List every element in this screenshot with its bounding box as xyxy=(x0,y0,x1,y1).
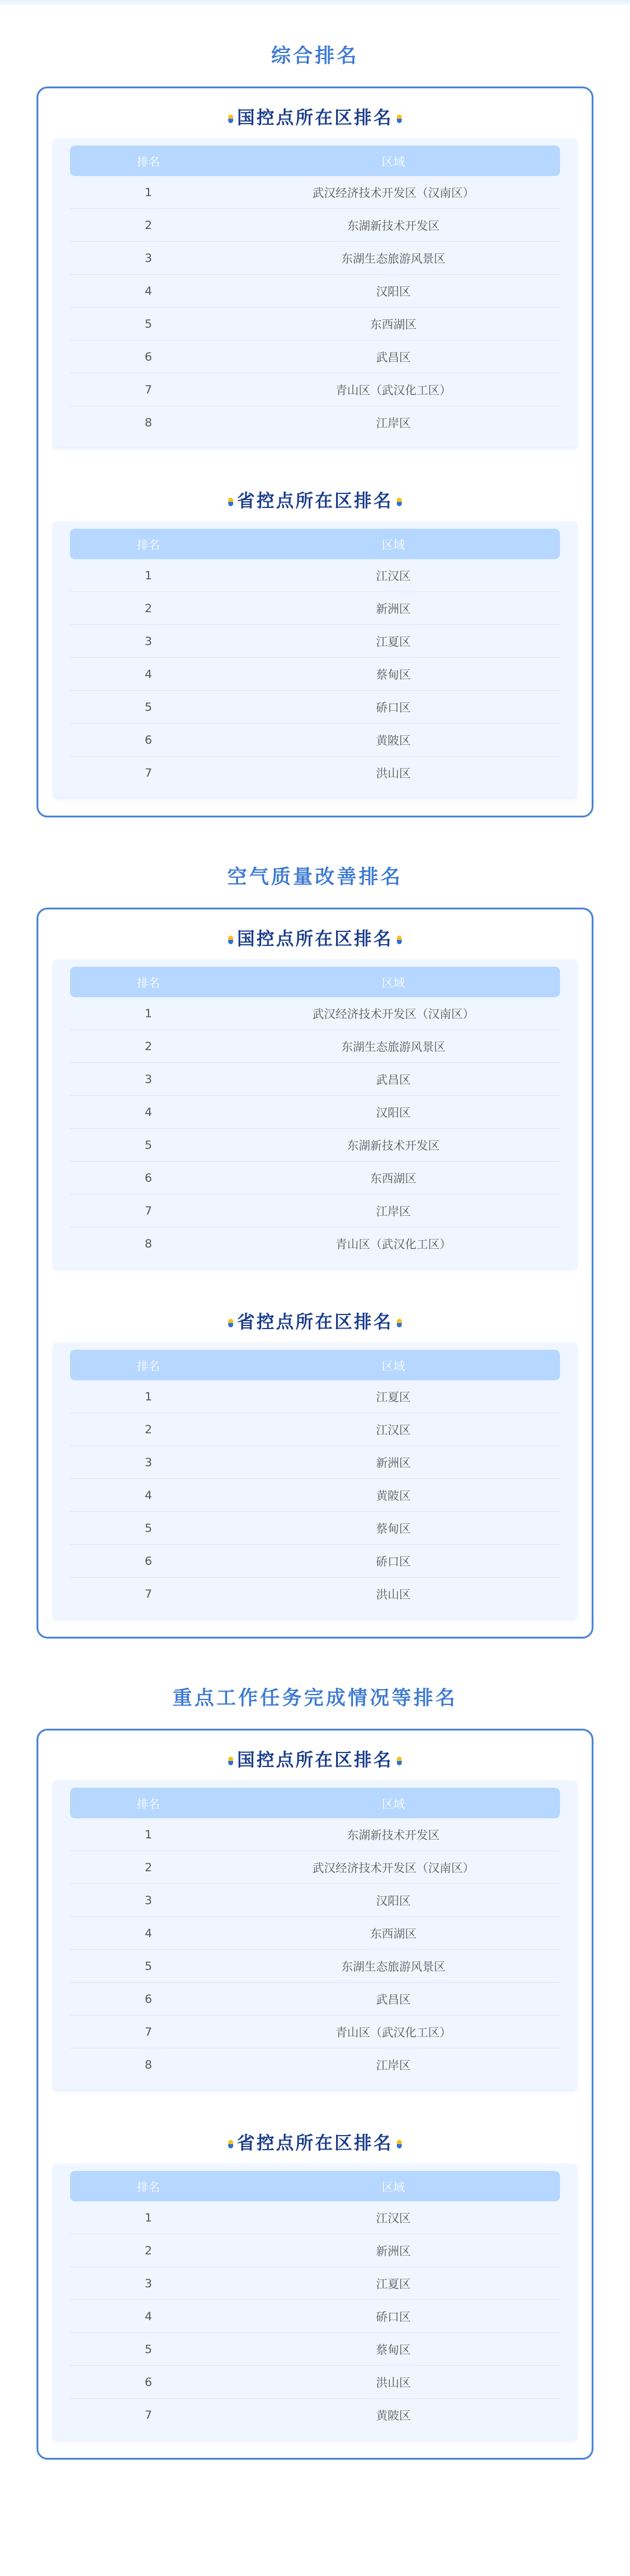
bullet-icon xyxy=(228,498,233,506)
ranking-table-panel xyxy=(53,1343,577,1618)
rank-cell: 8 xyxy=(144,415,152,429)
region-cell: 青山区（武汉化工区） xyxy=(227,373,560,406)
header-region: 区域 xyxy=(227,146,560,176)
block-title-text: 省控点所在区排名 xyxy=(237,490,393,511)
region-cell: 黄陂区 xyxy=(227,1479,560,1512)
rank-cell: 7 xyxy=(144,766,152,780)
rank-cell: 1 xyxy=(70,997,227,1030)
region-cell: 洪山区 xyxy=(376,1588,411,1601)
rank-cell: 6 xyxy=(70,1545,227,1578)
region-cell: 江夏区 xyxy=(227,2267,560,2300)
table-row xyxy=(70,1096,560,1129)
table-row xyxy=(70,2234,560,2267)
table-row xyxy=(70,1194,560,1227)
rank-cell: 3 xyxy=(70,242,227,275)
table-row xyxy=(70,176,560,209)
region-cell: 东湖新技术开发区 xyxy=(227,1818,560,1851)
table-header xyxy=(70,2171,560,2201)
region-cell: 东西湖区 xyxy=(227,1917,560,1950)
ranking-section xyxy=(0,5,630,817)
ranking-block xyxy=(38,484,592,797)
rank-cell: 2 xyxy=(70,1413,227,1446)
region-cell: 武汉经济技术开发区（汉南区） xyxy=(227,997,560,1030)
region-cell: 江汉区 xyxy=(227,559,560,592)
block-title xyxy=(38,1743,592,1774)
region-cell: 硚口区 xyxy=(227,691,560,724)
header-row xyxy=(70,529,560,559)
region-cell: 东湖新技术开发区 xyxy=(227,209,560,242)
rank-cell: 5 xyxy=(70,691,227,724)
table-row xyxy=(70,658,560,691)
header-region: 区域 xyxy=(227,1788,560,1818)
header-row xyxy=(70,967,560,997)
table-row xyxy=(70,1545,560,1578)
rank-cell: 8 xyxy=(144,2058,152,2072)
region-cell: 青山区（武汉化工区） xyxy=(335,1238,452,1251)
region-cell: 江岸区 xyxy=(376,2059,411,2072)
header-rank: 排名 xyxy=(70,146,227,176)
rank-cell: 6 xyxy=(70,1983,227,2016)
region-cell: 武汉经济技术开发区（汉南区） xyxy=(227,1851,560,1884)
header-rank: 排名 xyxy=(70,2171,227,2201)
rank-cell: 6 xyxy=(70,341,227,373)
ranking-table-panel xyxy=(53,521,577,797)
table-row xyxy=(70,757,560,789)
table-row xyxy=(70,242,560,275)
region-cell: 江汉区 xyxy=(227,2201,560,2234)
bullet-icon xyxy=(397,498,402,506)
ranking-table xyxy=(70,529,560,789)
ranking-card xyxy=(37,1729,593,2460)
table-row xyxy=(70,373,560,406)
rank-cell: 5 xyxy=(70,1512,227,1545)
ranking-block xyxy=(38,1305,592,1618)
block-title xyxy=(38,1305,592,1336)
header-row xyxy=(70,1350,560,1380)
table-body xyxy=(70,2201,560,2431)
ranking-block xyxy=(38,2126,592,2440)
rank-cell: 7 xyxy=(70,1194,227,1227)
table-row xyxy=(70,275,560,308)
ranking-block xyxy=(38,101,592,447)
rank-cell: 4 xyxy=(70,1479,227,1512)
rank-cell: 3 xyxy=(70,1446,227,1479)
bullet-icon xyxy=(228,1757,233,1765)
rank-cell: 1 xyxy=(70,176,227,209)
ranking-table-panel xyxy=(53,2164,577,2440)
table-row xyxy=(70,1818,560,1851)
region-cell: 青山区（武汉化工区） xyxy=(227,2016,560,2048)
region-cell: 江夏区 xyxy=(227,1380,560,1413)
bullet-icon xyxy=(397,115,402,123)
table-header xyxy=(70,967,560,997)
table-row xyxy=(70,1512,560,1545)
region-cell: 武汉经济技术开发区（汉南区） xyxy=(227,176,560,209)
ranking-table xyxy=(70,146,560,439)
ranking-table xyxy=(70,2171,560,2431)
table-row xyxy=(70,2399,560,2432)
table-body xyxy=(70,176,560,439)
header-region: 区域 xyxy=(227,1350,560,1380)
rank-cell: 4 xyxy=(70,275,227,308)
rank-cell: 2 xyxy=(70,1851,227,1884)
rank-cell: 1 xyxy=(70,1818,227,1851)
region-cell: 蔡甸区 xyxy=(227,1512,560,1545)
block-title xyxy=(38,2126,592,2158)
rank-cell: 8 xyxy=(144,1237,152,1251)
region-cell: 东西湖区 xyxy=(227,1162,560,1194)
table-row xyxy=(70,625,560,658)
rank-cell: 3 xyxy=(70,625,227,658)
ranking-table-panel xyxy=(53,959,577,1268)
block-title-text: 国控点所在区排名 xyxy=(237,107,393,128)
header-region: 区域 xyxy=(227,967,560,997)
rank-cell: 7 xyxy=(70,2016,227,2048)
block-title xyxy=(38,484,592,515)
ranking-table-panel xyxy=(53,1780,577,2089)
rank-cell: 2 xyxy=(70,592,227,625)
bullet-icon xyxy=(228,936,233,944)
table-row xyxy=(70,691,560,724)
region-cell: 东西湖区 xyxy=(227,308,560,341)
region-cell: 江岸区 xyxy=(227,1194,560,1227)
header-rank: 排名 xyxy=(70,1788,227,1818)
ranking-table xyxy=(70,967,560,1260)
region-cell: 硚口区 xyxy=(227,2300,560,2333)
region-cell: 黄陂区 xyxy=(227,724,560,757)
header-row xyxy=(70,146,560,176)
table-row xyxy=(70,209,560,242)
region-cell: 东湖生态旅游风景区 xyxy=(227,1950,560,1983)
rank-cell: 6 xyxy=(70,2366,227,2399)
table-row xyxy=(70,592,560,625)
region-cell: 武昌区 xyxy=(227,1983,560,2016)
table-header xyxy=(70,1788,560,1818)
bullet-icon xyxy=(228,115,233,123)
block-title-text: 省控点所在区排名 xyxy=(237,2132,393,2153)
table-body xyxy=(70,1380,560,1610)
rank-cell: 5 xyxy=(70,1129,227,1162)
region-cell: 汉阳区 xyxy=(227,275,560,308)
region-cell: 黄陂区 xyxy=(376,2409,411,2422)
region-cell: 东湖新技术开发区 xyxy=(227,1129,560,1162)
table-header xyxy=(70,529,560,559)
rank-cell: 7 xyxy=(70,373,227,406)
region-cell: 东湖生态旅游风景区 xyxy=(227,1030,560,1063)
bullet-icon xyxy=(397,1319,402,1327)
table-row xyxy=(70,1162,560,1194)
rank-cell: 1 xyxy=(70,2201,227,2234)
region-cell: 武昌区 xyxy=(227,1063,560,1096)
table-header xyxy=(70,1350,560,1380)
header-rank: 排名 xyxy=(70,1350,227,1380)
table-body xyxy=(70,1818,560,2081)
header-region: 区域 xyxy=(227,529,560,559)
table-body xyxy=(70,997,560,1260)
region-cell: 新洲区 xyxy=(227,1446,560,1479)
header-row xyxy=(70,2171,560,2201)
bullet-icon xyxy=(228,2140,233,2148)
table-body xyxy=(70,559,560,789)
rank-cell: 5 xyxy=(70,308,227,341)
table-row xyxy=(70,2048,560,2081)
table-row xyxy=(70,1851,560,1884)
top-divider xyxy=(0,0,630,5)
ranking-table-panel xyxy=(53,138,577,447)
table-row xyxy=(70,1578,560,1611)
rank-cell: 7 xyxy=(144,2408,152,2422)
section-title: 空气质量改善排名 xyxy=(227,865,403,888)
rank-cell: 4 xyxy=(70,2300,227,2333)
table-row xyxy=(70,1129,560,1162)
region-cell: 江夏区 xyxy=(227,625,560,658)
block-title-text: 国控点所在区排名 xyxy=(237,1749,393,1770)
bullet-icon xyxy=(397,2140,402,2148)
ranking-section xyxy=(0,817,630,1639)
rank-cell: 3 xyxy=(70,2267,227,2300)
table-row xyxy=(70,559,560,592)
rank-cell: 6 xyxy=(70,1162,227,1194)
section-title: 重点工作任务完成情况等排名 xyxy=(172,1686,458,1709)
rank-cell: 3 xyxy=(70,1063,227,1096)
ranking-block xyxy=(38,1743,592,2089)
table-row xyxy=(70,724,560,757)
table-row xyxy=(70,1479,560,1512)
region-cell: 江汉区 xyxy=(227,1413,560,1446)
table-row xyxy=(70,1063,560,1096)
block-title-text: 省控点所在区排名 xyxy=(237,1311,393,1332)
table-row xyxy=(70,308,560,341)
bullet-icon xyxy=(228,1319,233,1327)
rank-cell: 2 xyxy=(70,2234,227,2267)
table-row xyxy=(70,1917,560,1950)
rank-cell: 2 xyxy=(70,209,227,242)
table-row xyxy=(70,997,560,1030)
rank-cell: 7 xyxy=(144,1587,152,1601)
table-row xyxy=(70,2366,560,2399)
block-title xyxy=(38,101,592,132)
ranking-table xyxy=(70,1350,560,1610)
table-row xyxy=(70,1950,560,1983)
rank-cell: 5 xyxy=(70,1950,227,1983)
ranking-table xyxy=(70,1788,560,2081)
region-cell: 蔡甸区 xyxy=(227,658,560,691)
table-row xyxy=(70,1884,560,1917)
region-cell: 汉阳区 xyxy=(227,1884,560,1917)
region-cell: 蔡甸区 xyxy=(227,2333,560,2366)
rank-cell: 4 xyxy=(70,658,227,691)
table-header xyxy=(70,146,560,176)
section-title: 综合排名 xyxy=(271,44,359,67)
rank-cell: 1 xyxy=(70,559,227,592)
header-rank: 排名 xyxy=(70,967,227,997)
table-row xyxy=(70,1983,560,2016)
table-row xyxy=(70,1446,560,1479)
region-cell: 洪山区 xyxy=(227,2366,560,2399)
rank-cell: 4 xyxy=(70,1096,227,1129)
ranking-block xyxy=(38,922,592,1268)
region-cell: 硚口区 xyxy=(227,1545,560,1578)
rank-cell: 6 xyxy=(70,724,227,757)
table-row xyxy=(70,2300,560,2333)
block-title-text: 国控点所在区排名 xyxy=(237,928,393,949)
ranking-card xyxy=(37,908,593,1639)
header-rank: 排名 xyxy=(70,529,227,559)
ranking-page xyxy=(0,5,630,2460)
region-cell: 东湖生态旅游风景区 xyxy=(227,242,560,275)
table-row xyxy=(70,1227,560,1260)
table-row xyxy=(70,2016,560,2048)
table-row xyxy=(70,341,560,373)
header-region: 区域 xyxy=(227,2171,560,2201)
region-cell: 武昌区 xyxy=(227,341,560,373)
region-cell: 江岸区 xyxy=(376,417,411,430)
rank-cell: 5 xyxy=(70,2333,227,2366)
block-title xyxy=(38,922,592,953)
table-row xyxy=(70,2267,560,2300)
table-row xyxy=(70,1413,560,1446)
table-row xyxy=(70,1380,560,1413)
bullet-icon xyxy=(397,936,402,944)
table-row xyxy=(70,2333,560,2366)
region-cell: 汉阳区 xyxy=(227,1096,560,1129)
rank-cell: 1 xyxy=(70,1380,227,1413)
rank-cell: 4 xyxy=(70,1917,227,1950)
region-cell: 洪山区 xyxy=(376,767,411,780)
ranking-section xyxy=(0,1639,630,2460)
rank-cell: 3 xyxy=(70,1884,227,1917)
region-cell: 新洲区 xyxy=(227,592,560,625)
table-row xyxy=(70,406,560,439)
bullet-icon xyxy=(397,1757,402,1765)
ranking-card xyxy=(37,86,593,817)
table-row xyxy=(70,2201,560,2234)
table-row xyxy=(70,1030,560,1063)
region-cell: 新洲区 xyxy=(227,2234,560,2267)
rank-cell: 2 xyxy=(70,1030,227,1063)
header-row xyxy=(70,1788,560,1818)
